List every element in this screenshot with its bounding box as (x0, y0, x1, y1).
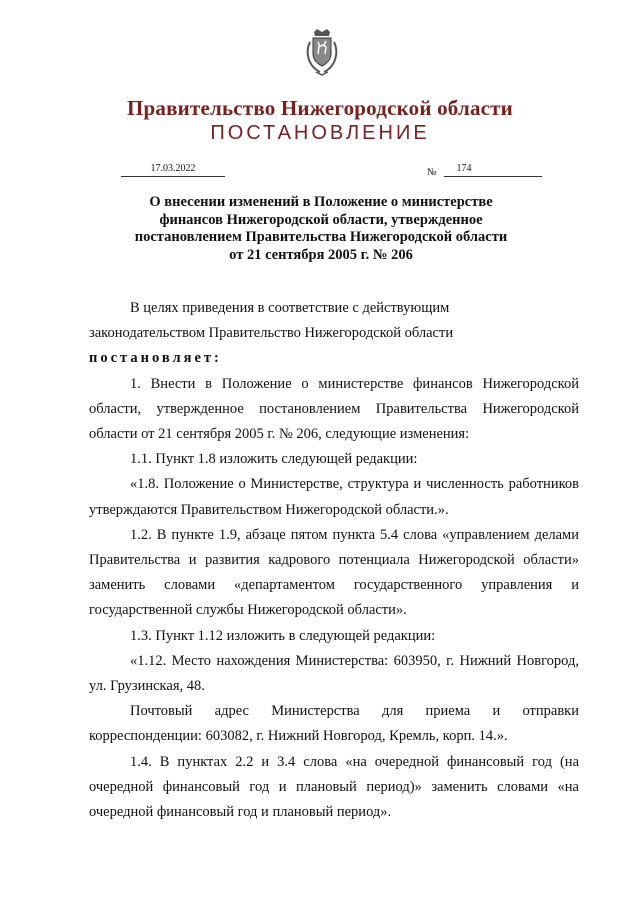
number-underline (444, 176, 542, 177)
title-line: постановлением Правительства Нижегородской области (134, 229, 508, 245)
document-body (89, 296, 579, 825)
paragraph-1-1: 1.1. Пункт 1.8 изложить следующей редакции: (130, 451, 418, 468)
resolve-word: постановляет: (89, 350, 222, 367)
paragraph-1-4: 1.4. В пунктах 2.2 и 3.4 слова «на очередной финансовый год (на очередной финансовый год и плановый период)» заменить словами «на очередной финансовый год и плановый период». (89, 753, 579, 821)
paragraph-1-2: 1.2. В пункте 1.9, абзаце пятом пункта 5.4 слова «управлением делами Правительства и развития кадрового потенциала Нижегородской области» заменить словами «департаментом государственного управления и государственной службы Нижегородской области». (89, 526, 579, 619)
date-underline (121, 176, 225, 177)
title-line: от 21 сентября 2005 г. № 206 (229, 246, 413, 263)
paragraph-1: 1. Внести в Положение о министерстве финансов Нижегородской области, утвержденное постановлением Правительства Нижегородской области от 21 сентября 2005 г. № 206, следующие изменения: (89, 375, 579, 443)
document-number: 174 (456, 163, 472, 174)
document-title (120, 194, 522, 264)
title-line: О внесении изменений в Положение о министерстве (149, 194, 493, 210)
paragraph-1-3-text: «1.12. Место нахождения Министерства: 603950, г. Нижний Новгород, ул. Грузинская, 48. (89, 652, 579, 695)
paragraph-1-1-text: «1.8. Положение о Министерстве, структура и численность работников утверждаются Правительством Нижегородской области.». (89, 476, 579, 518)
government-name: Правительство Нижегородской области (127, 96, 513, 120)
title-line: финансов Нижегородской области, утвержденное (159, 211, 483, 228)
document-date: 17.03.2022 (150, 163, 196, 174)
coat-of-arms-emblem (302, 28, 342, 76)
intro-line-2: законодательством Правительство Нижегородской области (89, 325, 454, 342)
paragraph-1-3: 1.3. Пункт 1.12 изложить в следующей редакции: (130, 627, 436, 644)
document-type: ПОСТАНОВЛЕНИЕ (210, 122, 430, 144)
number-sign: № (427, 167, 437, 178)
intro-line-1: В целях приведения в соответствие с действующим (130, 300, 450, 316)
paragraph-1-3-postal: Почтовый адрес Министерства для приема и отправки корреспонденции: 603082, г. Нижний Новгород, Кремль, корп. 14.». (89, 703, 579, 745)
